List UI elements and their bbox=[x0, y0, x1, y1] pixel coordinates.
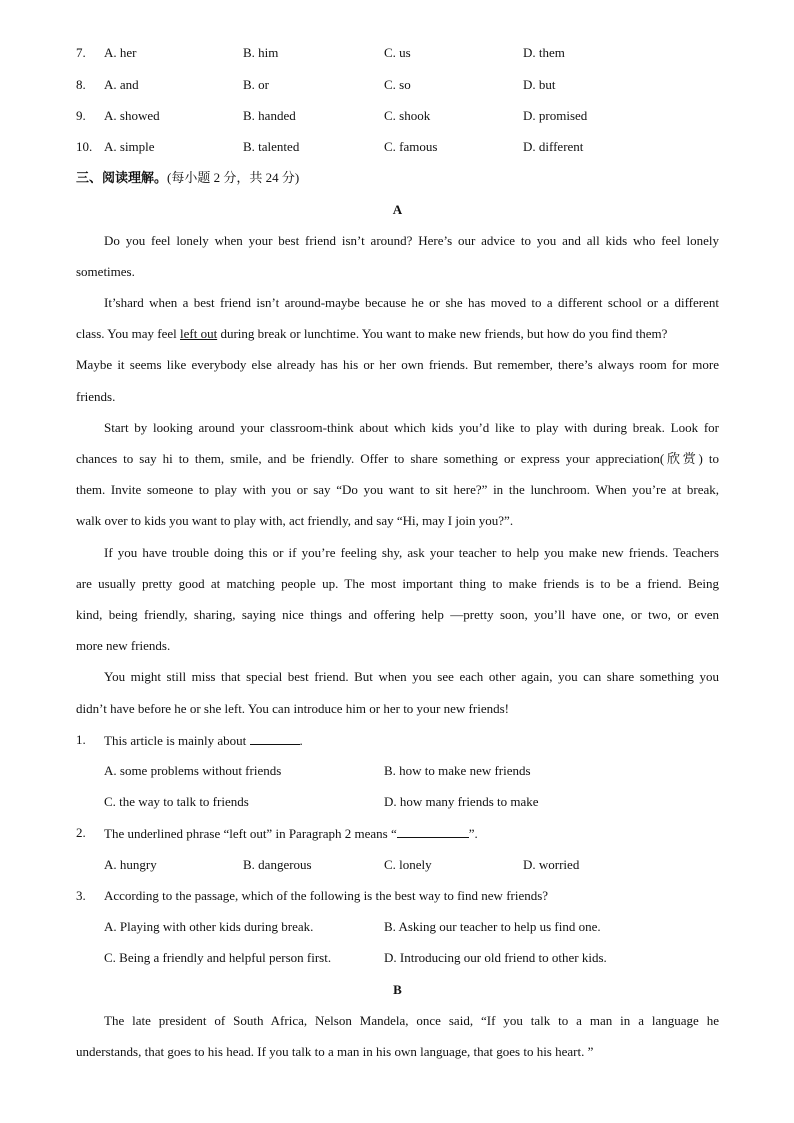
option-a: A. and bbox=[104, 77, 139, 92]
passage-line bbox=[76, 326, 719, 342]
option-b: B. him bbox=[243, 45, 279, 60]
passage-a-heading: A bbox=[392, 202, 403, 217]
passage-b-heading: B bbox=[393, 982, 402, 997]
option-a: A. Playing with other kids during break. bbox=[104, 919, 314, 934]
stem-end: . bbox=[299, 733, 303, 748]
answer-blank bbox=[250, 732, 300, 745]
option-c: C. us bbox=[384, 45, 411, 60]
passage-line: chances to say hi to them, smile, and be friendly. Offer to share something or express your appreciation(欣赏) to bbox=[76, 451, 719, 466]
option-d: D. them bbox=[523, 45, 565, 60]
section-note: (每小题 2 分，共 24 分) bbox=[167, 170, 300, 185]
question-text: According to the passage, which of the following is the best way to find new friends? bbox=[104, 888, 549, 903]
option-a: A. simple bbox=[104, 139, 155, 154]
stem-text: This article is mainly about bbox=[104, 733, 247, 748]
option-b: B. talented bbox=[243, 139, 300, 154]
question-number: 7. bbox=[76, 45, 86, 60]
option-c: C. so bbox=[384, 77, 411, 92]
passage-line: understands, that goes to his head. If you talk to a man in his own language, that goes to his heart. ” bbox=[76, 1044, 594, 1059]
option-c: C. famous bbox=[384, 139, 438, 154]
passage-line: If you have trouble doing this or if you’re feeling shy, ask your teacher to help you make new friends. Teachers bbox=[104, 545, 719, 560]
option-a: A. some problems without friends bbox=[104, 763, 282, 778]
section-title: 三、阅读理解。 bbox=[76, 170, 168, 185]
option-d: D. Introducing our old friend to other kids. bbox=[384, 950, 607, 965]
question-number: 1. bbox=[76, 732, 86, 747]
option-d: D. promised bbox=[523, 108, 588, 123]
option-c: C. shook bbox=[384, 108, 431, 123]
passage-line: didn’t have before he or she left. You can introduce him or her to your new friends! bbox=[76, 701, 509, 716]
question-text bbox=[104, 732, 303, 749]
option-d: D. how many friends to make bbox=[384, 794, 539, 809]
passage-line: kind, being friendly, sharing, saying nice things and offering help —pretty soon, you’ll have one, or two, or even bbox=[76, 607, 719, 622]
passage-line: It’shard when a best friend isn’t around-maybe because he or she has moved to a different school or a different bbox=[104, 295, 719, 310]
text-after: during break or lunchtime. You want to make new friends, but how do you find them? bbox=[220, 326, 668, 341]
question-number: 8. bbox=[76, 77, 86, 92]
question-number: 9. bbox=[76, 108, 86, 123]
stem-text: The underlined phrase “left out” in Paragraph 2 means “ bbox=[104, 826, 397, 841]
passage-line: Maybe it seems like everybody else already has his or her own friends. But remember, there’s always room for more bbox=[76, 357, 719, 372]
passage-line: more new friends. bbox=[76, 638, 171, 653]
option-b: B. how to make new friends bbox=[384, 763, 531, 778]
stem-end: ”. bbox=[468, 826, 478, 841]
option-b: B. Asking our teacher to help us find one. bbox=[384, 919, 601, 934]
question-text bbox=[104, 825, 478, 842]
option-a: A. hungry bbox=[104, 857, 157, 872]
passage-line: Start by looking around your classroom-think about which kids you’d like to play with during break. Look for bbox=[104, 420, 719, 435]
text-before: class. You may feel bbox=[76, 326, 177, 341]
option-c: C. Being a friendly and helpful person first. bbox=[104, 950, 332, 965]
passage-line-part bbox=[76, 326, 667, 342]
passage-line: The late president of South Africa, Nelson Mandela, once said, “If you talk to a man in a language he bbox=[104, 1013, 719, 1028]
question-number: 3. bbox=[76, 888, 86, 903]
option-a: A. her bbox=[104, 45, 137, 60]
passage-line: Do you feel lonely when your best friend isn’t around? Here’s our advice to you and all kids who feel lonely bbox=[104, 233, 719, 248]
passage-line: are usually pretty good at matching people up. The most important thing to make friends is to be a friend. Being bbox=[76, 576, 719, 591]
passage-line: them. Invite someone to play with you or say “Do you want to sit here?” in the lunchroom. When you’re at break, bbox=[76, 482, 719, 497]
option-a: A. showed bbox=[104, 108, 160, 123]
option-d: D. but bbox=[523, 77, 556, 92]
passage-line: friends. bbox=[76, 389, 116, 404]
option-b: B. handed bbox=[243, 108, 296, 123]
underlined-phrase: left out bbox=[180, 326, 218, 341]
passage-line: sometimes. bbox=[76, 264, 135, 279]
section-heading bbox=[76, 170, 719, 186]
option-b: B. or bbox=[243, 77, 269, 92]
passage-line: You might still miss that special best friend. But when you see each other again, you can share something you bbox=[104, 669, 719, 684]
option-d: D. worried bbox=[523, 857, 580, 872]
passage-line: walk over to kids you want to play with, act friendly, and say “Hi, may I join you?”. bbox=[76, 513, 514, 528]
question-number: 2. bbox=[76, 825, 86, 840]
option-d: D. different bbox=[523, 139, 584, 154]
question-number: 10. bbox=[76, 139, 93, 154]
option-c: C. lonely bbox=[384, 857, 432, 872]
option-b: B. dangerous bbox=[243, 857, 312, 872]
answer-blank bbox=[397, 825, 469, 838]
option-c: C. the way to talk to friends bbox=[104, 794, 249, 809]
